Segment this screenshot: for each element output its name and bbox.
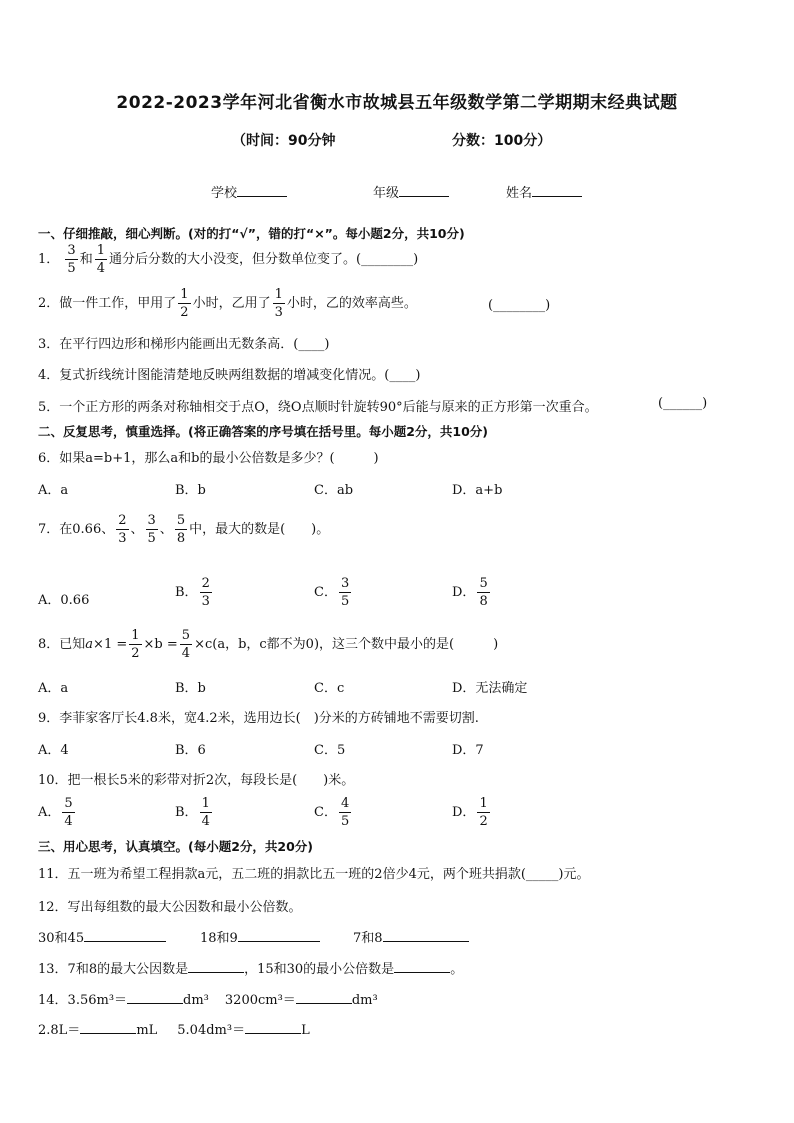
- fraction: $\frac{1}{2}$: [131, 628, 140, 661]
- section-3-heading: 三、用心思考，认真填空。(每小题2分，共20分): [38, 839, 314, 854]
- answer-blank: [188, 960, 244, 973]
- text: 通分后分数的大小没变，但分数单位变了。(________): [109, 252, 419, 267]
- time-label: （时间：90分钟: [232, 133, 336, 149]
- text: 18和9: [200, 931, 238, 946]
- option-c: [314, 797, 353, 828]
- text: 小时，乙的效率高些。: [286, 296, 417, 311]
- option-a: [38, 797, 77, 828]
- fraction: $\frac{3}{5}$: [340, 576, 350, 609]
- fraction: $\frac{1}{4}$: [201, 796, 210, 829]
- option-letter: C．: [314, 805, 337, 820]
- answer-blank: [245, 1021, 301, 1034]
- grade-label: 年级: [373, 186, 400, 201]
- question-5-answer-paren: (______): [658, 396, 708, 411]
- page-title: 2022-2023学年河北省衡水市故城县五年级数学第二学期期末经典试题: [116, 93, 678, 113]
- text: 2．做一件工作，甲用了: [38, 296, 177, 311]
- answer-blank: [383, 929, 469, 942]
- text: 3200cm³＝: [224, 993, 296, 1008]
- fraction: $\frac{1}{4}$: [96, 243, 105, 276]
- question-14-line-2: [38, 1019, 310, 1038]
- text: 2.8L＝: [38, 1023, 81, 1038]
- question-1: [38, 244, 418, 275]
- answer-blank: [84, 929, 166, 942]
- question-9: 9．李菲家客厅长4.8米，宽4.2米，选用边长( )分米的方砖铺地不需要切割.: [38, 711, 479, 726]
- variable: a: [85, 637, 94, 652]
- option-letter: C．: [314, 585, 337, 600]
- group-18-9: [200, 927, 320, 946]
- text: ，15和30的最小公倍数是: [244, 962, 395, 977]
- option-a: A．a: [38, 483, 69, 498]
- name-blank: [532, 184, 582, 197]
- option-a: A．4: [38, 743, 69, 758]
- fraction: $\frac{1}{2}$: [479, 796, 488, 829]
- text: ×1 =: [93, 637, 128, 652]
- option-a: A．0.66: [38, 593, 90, 608]
- school-label: 学校: [211, 186, 238, 201]
- question-2-answer-paren: (________): [488, 298, 551, 313]
- school-blank: [237, 184, 287, 197]
- fraction: $\frac{2}{3}$: [201, 576, 210, 609]
- question-4: 4．复式折线统计图能清楚地反映两组数据的增减变化情况。(____): [38, 368, 421, 383]
- option-b: [175, 577, 214, 608]
- fraction: $\frac{1}{2}$: [180, 287, 189, 320]
- text: 30和45: [38, 931, 85, 946]
- text: 8．已知: [38, 637, 86, 652]
- text: 小时，乙用了: [192, 296, 271, 311]
- fraction: $\frac{5}{8}$: [176, 513, 186, 546]
- option-c: C．ab: [314, 483, 354, 498]
- option-d: D．7: [452, 743, 484, 758]
- unit: dm³: [183, 993, 209, 1008]
- question-5: 5．一个正方形的两条对称轴相交于点O，绕O点顺时针旋转90°后能与原来的正方形第一次重合。: [38, 400, 598, 415]
- option-d: [452, 577, 492, 608]
- option-b: B．b: [175, 681, 206, 696]
- section-1-heading: 一、仔细推敲，细心判断。(对的打“√”，错的打“×”。每小题2分，共10分): [38, 226, 465, 241]
- text: ×c: [194, 637, 213, 652]
- question-8: [38, 629, 498, 660]
- option-letter: D．: [452, 805, 476, 820]
- fraction: $\frac{2}{3}$: [118, 513, 127, 546]
- option-b: [175, 797, 214, 828]
- question-12: 12．写出每组数的最大公因数和最小公倍数。: [38, 900, 302, 915]
- name-field: [506, 182, 582, 201]
- question-7: [38, 514, 329, 545]
- text: 7．在0.66、: [38, 522, 115, 537]
- option-b: B．6: [175, 743, 206, 758]
- option-letter: B．: [175, 585, 198, 600]
- fraction: $\frac{3}{5}$: [67, 243, 76, 276]
- option-a: A．a: [38, 681, 69, 696]
- fraction: $\frac{3}{5}$: [147, 513, 156, 546]
- question-6: 6．如果a=b+1，那么a和b的最小公倍数是多少？( ): [38, 451, 379, 466]
- answer-blank: [127, 991, 183, 1004]
- option-b: B．b: [175, 483, 206, 498]
- text: 、: [159, 522, 173, 537]
- question-13: [38, 958, 463, 977]
- grade-field: [373, 182, 449, 201]
- answer-blank: [394, 960, 450, 973]
- question-2: [38, 288, 417, 319]
- text: 14．3.56m³＝: [38, 993, 128, 1008]
- option-d: [452, 797, 492, 828]
- text: (a，b，c都不为0)，这三个数中最小的是( ): [212, 637, 499, 652]
- text: 13．7和8的最大公因数是: [38, 962, 189, 977]
- option-c: [314, 577, 353, 608]
- section-2-heading: 二、反复思考，慎重选择。(将正确答案的序号填在括号里。每小题2分，共10分): [38, 424, 489, 439]
- answer-blank: [296, 991, 352, 1004]
- question-3: 3．在平行四边形和梯形内能画出无数条高．(____): [38, 337, 330, 352]
- fraction: $\frac{5}{4}$: [64, 796, 73, 829]
- option-c: C．5: [314, 743, 346, 758]
- text: 。: [450, 962, 464, 977]
- text: 中，最大的数是( )。: [189, 522, 330, 537]
- fraction: $\frac{4}{5}$: [340, 796, 350, 829]
- unit: mL: [136, 1023, 158, 1038]
- fraction: $\frac{1}{3}$: [274, 287, 283, 320]
- text: 7和8: [353, 931, 383, 946]
- text: 、: [130, 522, 144, 537]
- fraction: $\frac{5}{4}$: [181, 628, 191, 661]
- question-11: 11．五一班为希望工程捐款a元，五二班的捐款比五一班的2倍少4元，两个班共捐款(_____)元。: [38, 867, 590, 882]
- option-d: D．a+b: [452, 483, 503, 498]
- question-number: 1．: [38, 252, 60, 267]
- question-10: 10．把一根长5米的彩带对折2次，每段长是( )米。: [38, 773, 355, 788]
- group-7-8: [353, 927, 469, 946]
- fraction: $\frac{5}{8}$: [479, 576, 488, 609]
- option-d: D．无法确定: [452, 681, 528, 696]
- option-letter: A．: [38, 805, 61, 820]
- option-letter: B．: [175, 805, 198, 820]
- group-30-45: [38, 927, 166, 946]
- option-letter: D．: [452, 585, 476, 600]
- question-14: [38, 989, 378, 1008]
- score-label: 分数：100分）: [452, 133, 552, 149]
- school-field: [211, 182, 287, 201]
- option-c: C．c: [314, 681, 345, 696]
- answer-blank: [238, 929, 320, 942]
- text: ×b =: [143, 637, 178, 652]
- unit: dm³: [351, 993, 378, 1008]
- text: 5.04dm³＝: [177, 1023, 246, 1038]
- answer-blank: [80, 1021, 136, 1034]
- name-label: 姓名: [506, 186, 533, 201]
- grade-blank: [399, 184, 449, 197]
- unit: L: [301, 1023, 310, 1038]
- text: 和: [79, 252, 93, 267]
